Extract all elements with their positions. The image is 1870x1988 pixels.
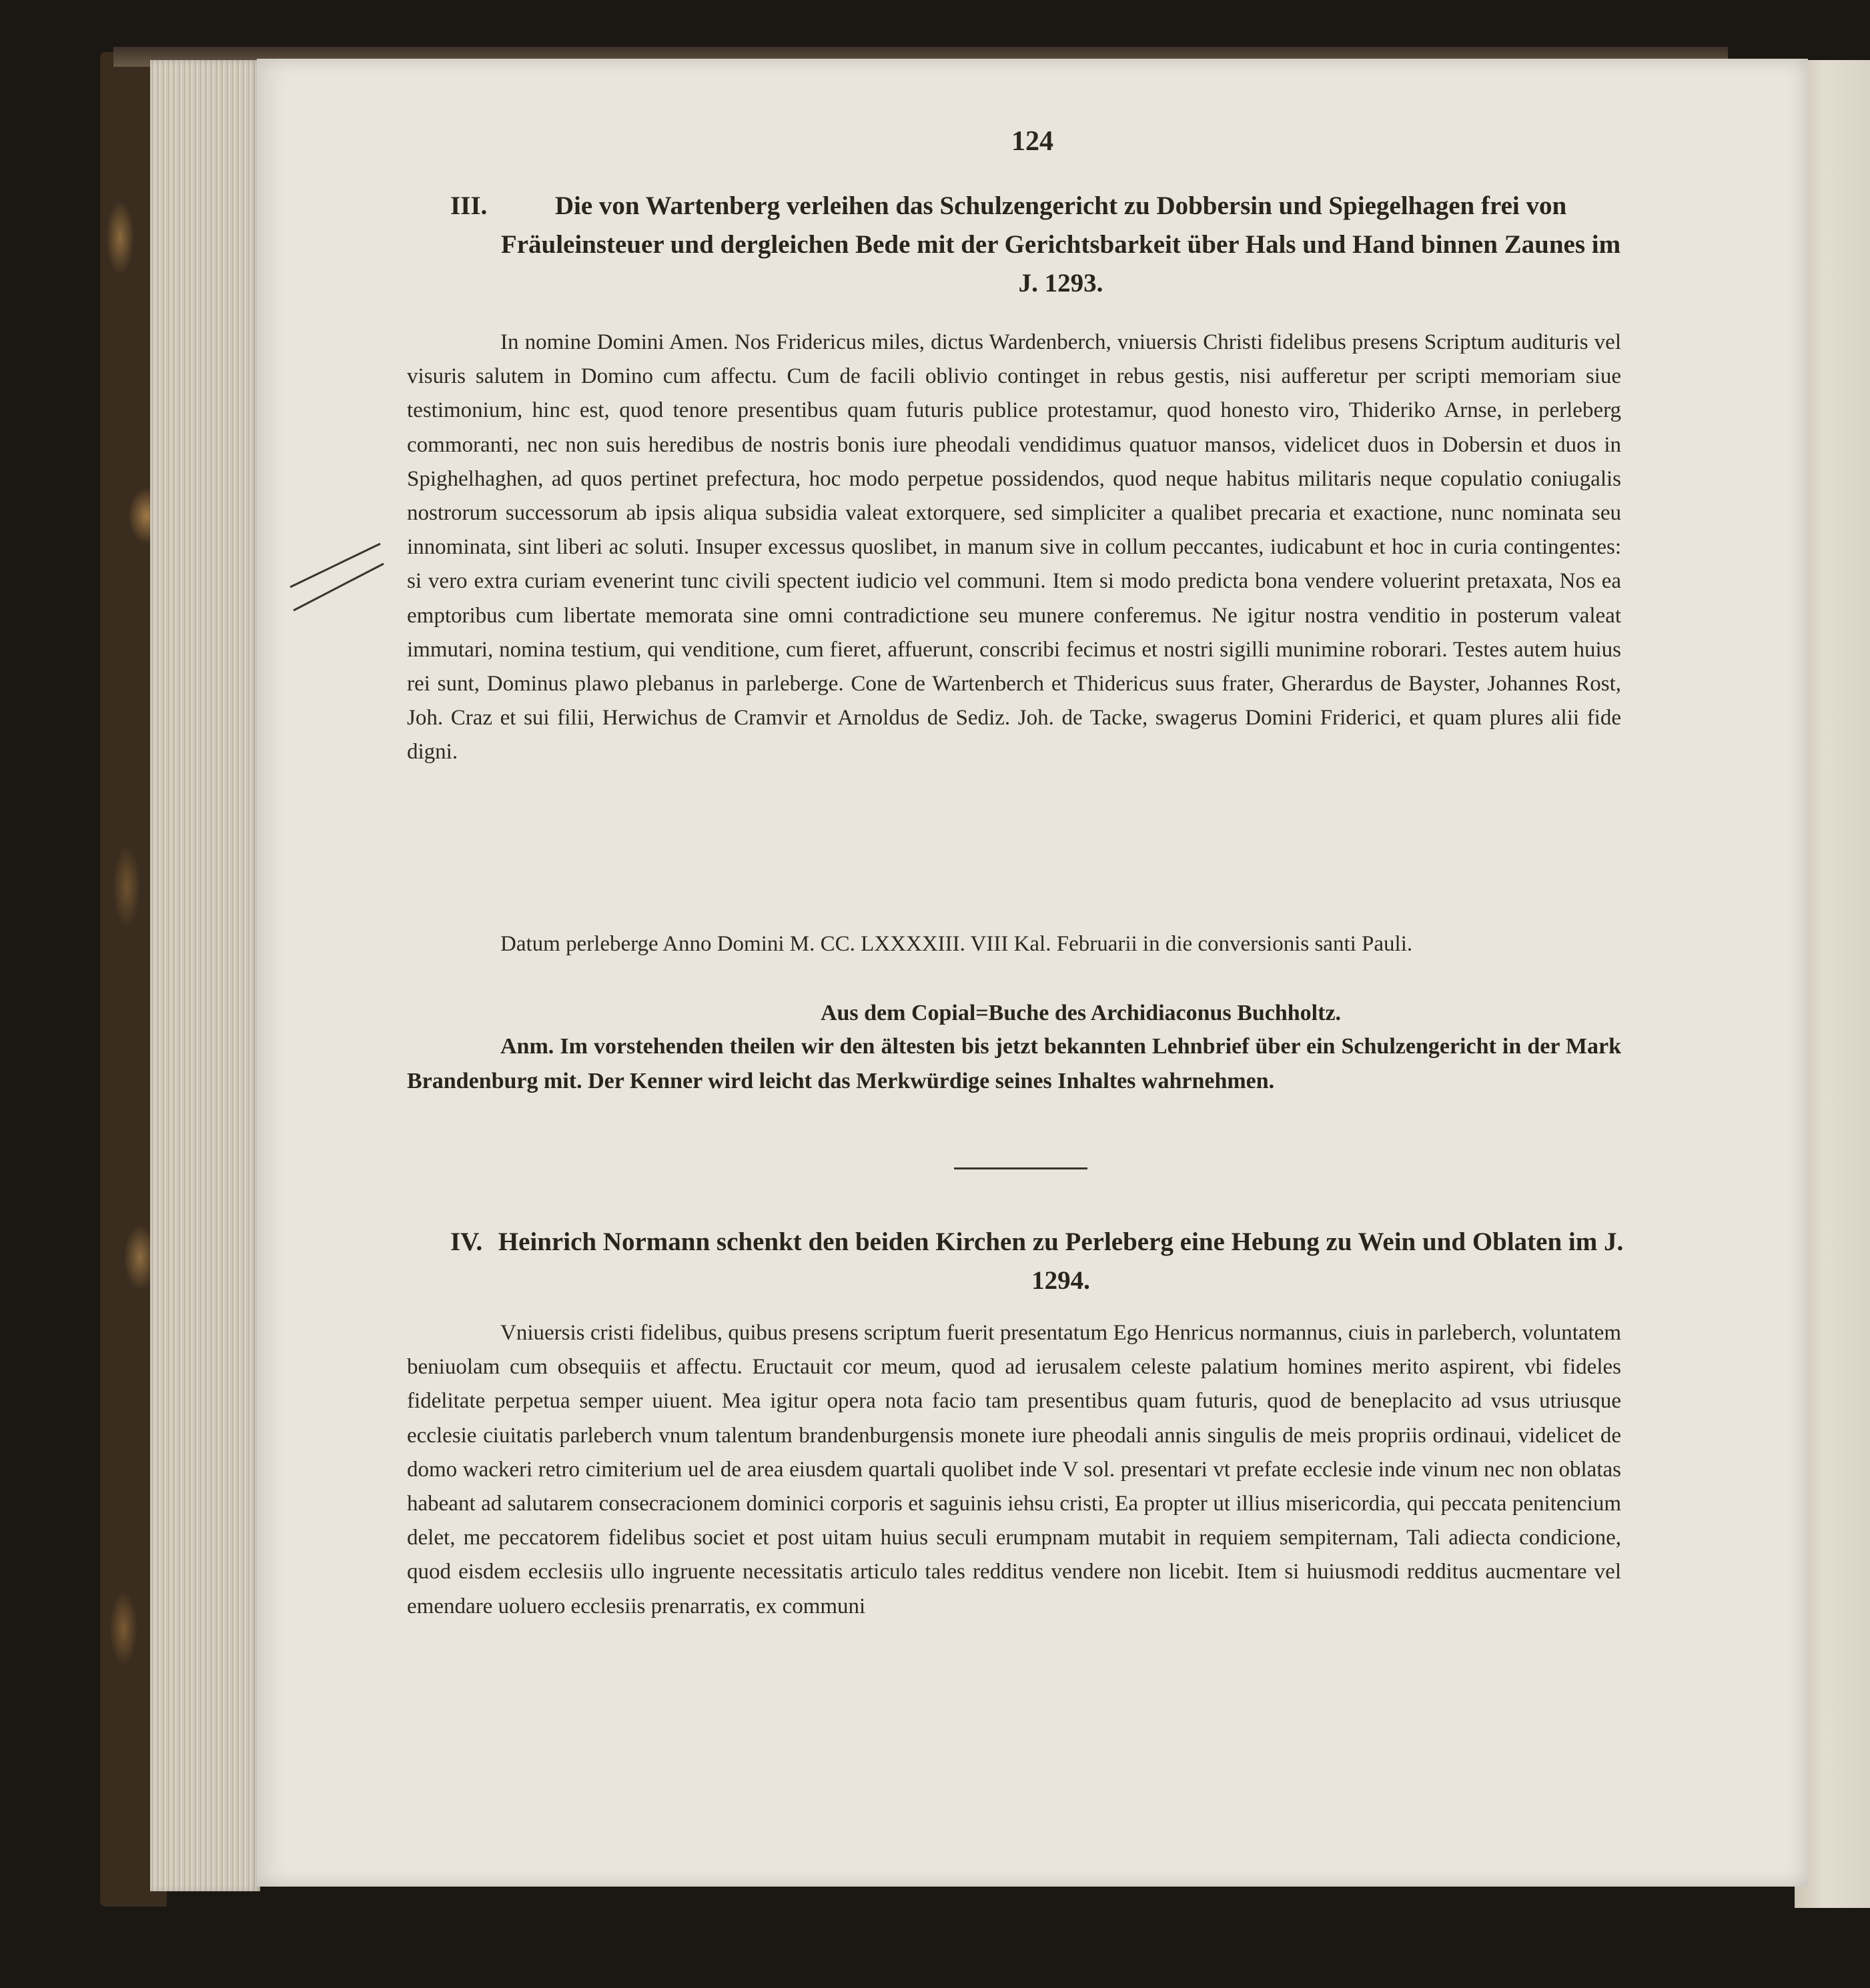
section-3-title: Die von Wartenberg verleihen das Schulzengericht zu Dobbersin und Spiegelhagen frei von Fräuleinsteuer und dergleichen Bede mit der Gerichtsbarkeit über Hals und Hand binnen Zaunes im J. 1293. (500, 191, 1621, 298)
page-edges (150, 60, 260, 1891)
section-3-note: Anm. Im vorstehenden theilen wir den ältesten bis jetzt bekannten Lehnbrief über ein Schulzengericht in der Mark Brandenburg mit. Der Kenner wird leicht das Merkwürdige seines Inhaltes wahrnehmen. (407, 1034, 1621, 1093)
pen-mark-icon (287, 540, 387, 614)
section-3-charter-text: In nomine Domini Amen. Nos Fridericus miles, dictus Wardenberch, vniuersis Christi fidelibus presens Scriptum audituris vel visuris salutem in Domino cum affectu. Cum de facili oblivio continget in rebus gestis, nisi aufferetur per scripti memoriam siue testimonium, hinc est, quod tenore presentibus quam futuris publice protestamur, quod honesto viro, Thideriko Arnse, in perleberg commoranti, nec non suis heredibus de nostris bonis iure pheodali vendidimus quatuor mansos, videlicet duos in Dobersin et duos in Spighelhaghen, ad quos pertinet prefectura, hoc modo perpetue possidendos, quod neque habitus militaris neque copulatio coniugalis nostrorum successorum ab ipsis aliqua subsidia valeat extorquere, sed simpliciter a qualibet precaria et exactione, nunc nominata seu innominata, sint liberi ac soluti. Insuper excessus quoslibet, in manum sive in collum peccantes, iudicabunt et hoc in curia contingentes: si vero extra curiam evenerint tunc civili spectent iudicio vel communi. Item si modo predicta bona vendere voluerint pretaxata, Nos ea emptoribus cum libertate memorata sine omni contradictione seu munere conferemus. Ne igitur nostra venditio in posterum valeat immutari, nomina testium, qui venditione, cum fieret, affuerunt, conscribi fecimus et nostri sigilli munimine roborari. Testes autem huius rei sunt, Dominus plawo plebanus in parleberge. Cone de Wartenberch et Thidericus suus frater, Gherardus de Bayster, Johannes Rost, Joh. Craz et sui filii, Herwichus de Cramvir et Arnoldus de Sediz. Joh. de Tacke, swagerus Domini Friderici, et quam plures alii fide digni. (407, 330, 1621, 765)
section-4-charter-text: Vniuersis cristi fidelibus, quibus presens scriptum fuerit presentatum Ego Henricus normannus, ciuis in parleberch, voluntatem beniuolam cum obsequiis et affectu. Eructauit cor meum, quod ad ierusalem celeste palatium homines merito aspirent, vbi fideles fidelitate perpetua semper uiuent. Mea igitur opera nota facio tam presentibus quam futuris, quod de beneplacito ad vsus utriusque ecclesie ciuitatis parleberch vnum talentum brandenburgensis monete iure pheodali annis singulis de meis propriis ordinaui, videlicet de domo wackeri retro cimiterium uel de area eiusdem quartali quolibet inde V sol. presentari vt prefate ecclesie inde vinum nec non oblatas habeant ad salutarem consecracionem dominici corporis et saguinis iehsu cristi, Ea propter ut illius misericordia, qui peccata penitencium delet, me peccatorem fidelibus societ et post uitam huius seculi erumpnam mutabit in requiem sempiternam, Tali adiecta condicione, quod eisdem ecclesiis ullo ingruente necessitatis articulo tales redditus vendere non licebit. Item si huiusmodi redditus aucmentare vel emendare uoluero ecclesiis prenarratis, ex communi (407, 1321, 1621, 1618)
page-number: 124 (1011, 126, 1053, 157)
section-3-number: III. (450, 191, 488, 220)
section-3-source: Aus dem Copial=Buche des Archidiaconus Buchholtz. (820, 1001, 1342, 1025)
section-4-number: IV. (450, 1227, 483, 1256)
book-page (257, 59, 1808, 1887)
section-4-title: Heinrich Normann schenkt den beiden Kirchen zu Perleberg eine Hebung zu Wein und Oblaten im J. 1294. (498, 1227, 1624, 1295)
section-3-dating: Datum perleberge Anno Domini M. CC. LXXXXIII. VIII Kal. Februarii in die conversionis santi Pauli. (500, 932, 1413, 956)
section-3-heading (450, 187, 1624, 303)
section-divider (954, 1167, 1087, 1169)
section-4-heading (450, 1223, 1624, 1300)
